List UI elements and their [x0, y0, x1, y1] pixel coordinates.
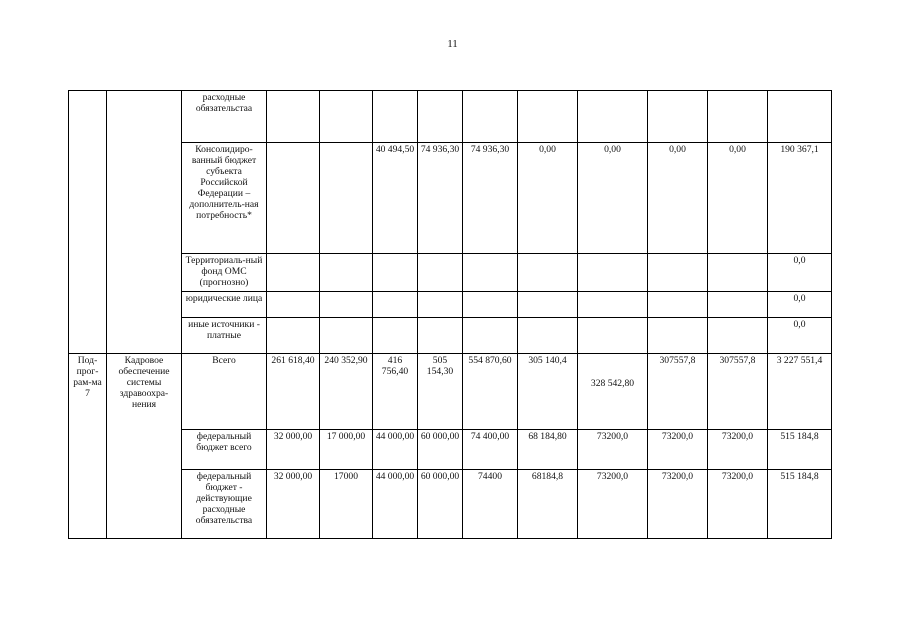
- source-cell: Территориаль-ный фонд ОМС (прогнозно): [182, 254, 267, 292]
- value-cell: 0,00: [518, 143, 578, 254]
- name-cell: [107, 91, 182, 354]
- value-cell: 0,00: [578, 143, 648, 254]
- value-cell: 240 352,90: [320, 354, 373, 430]
- source-cell: Всего: [182, 354, 267, 430]
- value-cell: 73200,0: [578, 430, 648, 470]
- source-cell: федеральный бюджет - действующие расходные обязательства: [182, 470, 267, 539]
- program-cell: [69, 91, 107, 354]
- table-row: [69, 430, 832, 470]
- table-row: [69, 143, 832, 254]
- program-cell: Под-прог-рам-ма 7: [69, 354, 107, 539]
- table-row: [69, 292, 832, 318]
- name-cell: Кадровое обеспечение системы здравоохра-нения: [107, 354, 182, 539]
- value-cell: 73200,0: [648, 430, 708, 470]
- budget-table: [68, 90, 832, 539]
- value-cell: 307557,8: [708, 354, 768, 430]
- total-cell: 0,0: [768, 292, 832, 318]
- value-cell: 44 000,00: [373, 430, 418, 470]
- total-cell: 515 184,8: [768, 430, 832, 470]
- value-cell: 60 000,00: [418, 430, 463, 470]
- value-cell: 307557,8: [648, 354, 708, 430]
- value-cell: 60 000,00: [418, 470, 463, 539]
- table-row: [69, 318, 832, 354]
- source-cell: расходные обязательстаа: [182, 91, 267, 143]
- value-cell: 0,00: [708, 143, 768, 254]
- value-cell: 73200,0: [708, 470, 768, 539]
- value-cell: 73200,0: [708, 430, 768, 470]
- value-cell: 261 618,40: [267, 354, 320, 430]
- page-number: 11: [447, 38, 458, 50]
- total-cell: 3 227 551,4: [768, 354, 832, 430]
- value-cell: 505 154,30: [418, 354, 463, 430]
- value-cell: 74 400,00: [463, 430, 518, 470]
- table-row: [69, 91, 832, 143]
- total-cell: 190 367,1: [768, 143, 832, 254]
- value-cell: 0,00: [648, 143, 708, 254]
- source-cell: Консолидиро-ванный бюджет субъекта Российской Федерации – дополнитель-ная потребность*: [182, 143, 267, 254]
- value-cell: 68 184,80: [518, 430, 578, 470]
- value-cell: 32 000,00: [267, 470, 320, 539]
- value-cell: 74 936,30: [463, 143, 518, 254]
- total-cell: 0,0: [768, 318, 832, 354]
- source-cell: иные источники - платные: [182, 318, 267, 354]
- value-cell: 74400: [463, 470, 518, 539]
- value-cell: 32 000,00: [267, 430, 320, 470]
- source-cell: федеральный бюджет всего: [182, 430, 267, 470]
- table-row: [69, 470, 832, 539]
- value-cell: 554 870,60: [463, 354, 518, 430]
- value-cell: 74 936,30: [418, 143, 463, 254]
- value-cell: 44 000,00: [373, 470, 418, 539]
- total-cell: 515 184,8: [768, 470, 832, 539]
- value-cell: 73200,0: [648, 470, 708, 539]
- value-cell: 68184,8: [518, 470, 578, 539]
- value-cell: 305 140,4: [518, 354, 578, 430]
- value-cell: 17000: [320, 470, 373, 539]
- total-cell: 0,0: [768, 254, 832, 292]
- value-cell: 17 000,00: [320, 430, 373, 470]
- value-cell: 328 542,80: [578, 354, 648, 430]
- table-row: [69, 254, 832, 292]
- value-cell: 73200,0: [578, 470, 648, 539]
- value-cell: 416 756,40: [373, 354, 418, 430]
- source-cell: юридические лица: [182, 292, 267, 318]
- table-row: [69, 354, 832, 430]
- value-cell: 40 494,50: [373, 143, 418, 254]
